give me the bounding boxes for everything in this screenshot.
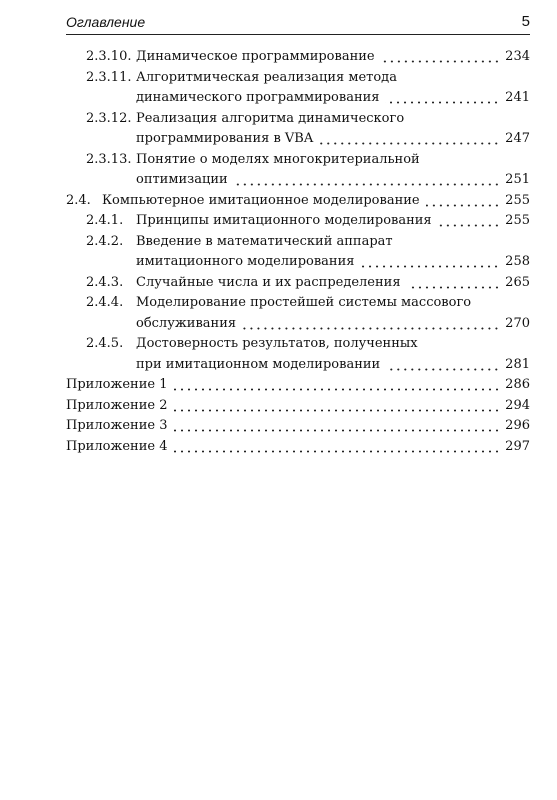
toc-entry[interactable] xyxy=(66,211,530,231)
toc-entry-number: 2.3.13. xyxy=(86,151,132,167)
toc-entry-title: динамического программирования xyxy=(136,90,380,105)
toc-entry[interactable] xyxy=(66,252,530,272)
toc-entry-title: Реализация алгоритма динамического xyxy=(136,110,405,126)
toc-entry[interactable] xyxy=(66,293,530,313)
toc-entry[interactable] xyxy=(66,416,530,436)
toc-entry[interactable] xyxy=(66,68,530,88)
toc-entry-number: 2.4.1. xyxy=(86,213,124,228)
toc-entry-page: 296 xyxy=(505,418,530,433)
dot-leader xyxy=(242,327,500,330)
toc-entry-number: 2.3.10. xyxy=(86,49,132,64)
toc-entry-page: 255 xyxy=(505,192,530,208)
toc-entry[interactable] xyxy=(66,47,530,67)
toc-entry-page: 247 xyxy=(505,131,530,146)
toc-entry[interactable] xyxy=(66,150,530,170)
dot-leader xyxy=(319,142,500,145)
toc-entry[interactable] xyxy=(66,273,530,293)
toc-entry[interactable] xyxy=(66,232,530,252)
toc-entry-title: Принципы имитационного моделирования xyxy=(136,213,432,228)
toc-entry-title: Введение в математический аппарат xyxy=(136,233,393,249)
dot-leader xyxy=(234,183,500,186)
toc-entry-page: 265 xyxy=(505,274,530,290)
toc-entry-page: 241 xyxy=(505,90,530,105)
toc-entry-number: 2.4.5. xyxy=(86,336,124,351)
toc-entry[interactable] xyxy=(66,170,530,190)
toc-entry-number: 2.3.12. xyxy=(86,110,132,126)
toc-entry-number: 2.4.4. xyxy=(86,295,124,310)
toc-entry-title: оптимизации xyxy=(136,172,228,187)
toc-entry[interactable] xyxy=(66,375,530,395)
toc-entry-title: Алгоритмическая реализация метода xyxy=(136,69,397,85)
toc-entry-page: 294 xyxy=(505,397,530,413)
dot-leader xyxy=(407,286,500,289)
dot-leader xyxy=(426,204,500,207)
toc-entry-number: 2.3.11. xyxy=(86,69,132,85)
toc-entry-title: Понятие о моделях многокритериальной xyxy=(136,151,420,167)
toc-entry-page: 281 xyxy=(505,356,530,372)
toc-entry-title: имитационного моделирования xyxy=(136,254,355,269)
running-header xyxy=(66,10,530,35)
running-header-title: Оглавление xyxy=(66,14,146,30)
toc-entry[interactable] xyxy=(66,396,530,416)
toc-entry-title: Компьютерное имитационное моделирование xyxy=(102,192,420,208)
toc-entry-title: обслуживания xyxy=(136,315,237,331)
toc-entry-title: Приложение 2 xyxy=(66,397,168,413)
toc-entry-page: 270 xyxy=(505,315,530,331)
dot-leader xyxy=(174,409,501,412)
toc-entry-title: Приложение 3 xyxy=(66,418,168,433)
toc-entry-title: Динамическое программирование xyxy=(136,49,375,64)
toc-entry-title: Приложение 4 xyxy=(66,438,168,454)
toc-entry-page: 286 xyxy=(505,377,530,392)
toc-entry-title: Достоверность результатов, полученных xyxy=(136,336,418,351)
dot-leader xyxy=(174,450,501,453)
toc-entry-number: 2.4.3. xyxy=(86,274,124,290)
toc-entry-number: 2.4.2. xyxy=(86,233,124,249)
toc-entry[interactable] xyxy=(66,88,530,108)
toc-entry-title: Приложение 1 xyxy=(66,377,168,392)
toc-entry-title: программирования в VBA xyxy=(136,131,314,146)
toc-entry-title: при имитационном моделировании xyxy=(136,356,381,372)
toc-entry-number: 2.4. xyxy=(66,192,91,208)
toc-entry[interactable] xyxy=(66,314,530,334)
toc-entry-title: Случайные числа и их распределения xyxy=(136,274,401,290)
toc-entry[interactable] xyxy=(66,109,530,129)
toc-entry-page: 234 xyxy=(505,49,530,64)
toc-entry-page: 251 xyxy=(505,172,530,187)
toc-entry[interactable] xyxy=(66,334,530,354)
toc-entry-page: 255 xyxy=(505,213,530,228)
dot-leader xyxy=(360,265,500,268)
dot-leader xyxy=(174,429,501,432)
toc-entry-title: Моделирование простейшей системы массового xyxy=(136,295,472,310)
toc-entry[interactable] xyxy=(66,437,530,457)
toc-entry-page: 297 xyxy=(505,438,530,454)
dot-leader xyxy=(385,101,500,104)
dot-leader xyxy=(386,368,500,371)
page-number: 5 xyxy=(521,13,530,30)
dot-leader xyxy=(174,388,501,391)
dot-leader xyxy=(438,224,500,227)
toc-entry[interactable] xyxy=(66,355,530,375)
dot-leader xyxy=(381,60,500,63)
toc-entry-page: 258 xyxy=(505,254,530,269)
toc-entry[interactable] xyxy=(66,191,530,211)
toc-entry[interactable] xyxy=(66,129,530,149)
